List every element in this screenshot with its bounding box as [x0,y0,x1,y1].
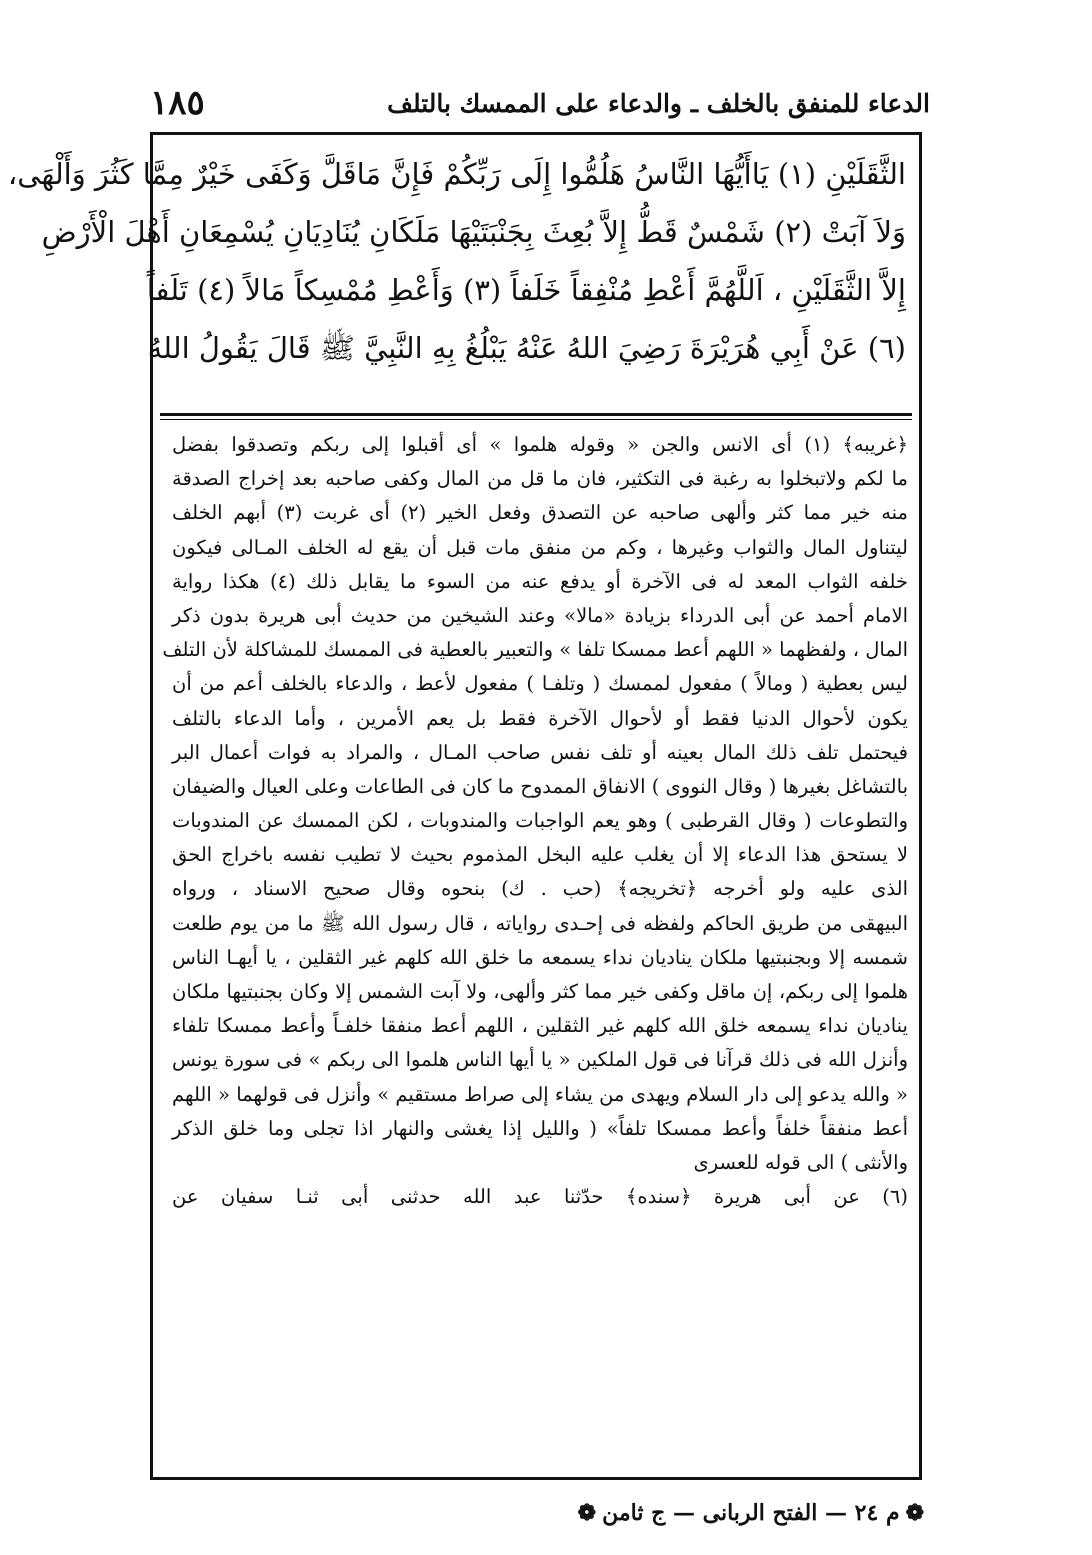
commentary-line: الامام أحمد عن أبى الدرداء بزيادة «مالا» وعند الشيخين من حديث أبى هريرة بدون ذكر [172,603,908,627]
section-divider [160,413,912,420]
commentary-line: ليس بعطية ( ومالاً ) مفعول لممسك ( وتلفـا ) مفعول لأعط ، والدعاء بالخلف أعم من أن [172,672,908,696]
chapter-title: الدعاء للمنفق بالخلف ـ والدعاء على الممسك بالتلف [387,88,930,118]
commentary-line: خلفه الثواب المعد له فى الآخرة أو يدفع عنه من السوء ما يقابل ذلك (٤) هكذا رواية [172,569,908,593]
commentary-line: (٦) عن أبى هريرة ﴿سنده﴾ حدّثنا عبد الله حدثنى أبى ثنـا سفيان عن [172,1185,908,1209]
commentary-line: لا يستحق هذا الدعاء إلا أن يغلب عليه البخل المذموم بحيث لا تطيب نفسه باخراج الحق [172,843,908,867]
hadith-line: الثَّقَلَيْنِ (١) يَاأَيُّهَا النَّاسُ هَلُمُّوا إِلَى رَبِّكُمْ فَإِنَّ مَاقَلَّ وَكَفَى خَيْرٌ مِمَّا كَثُرَ وَأَلْهَى، [7,157,906,191]
commentary-line: ما لكم ولاتبخلوا به رغبة فى التكثير، فان ما قل من المال وكفى صاحبه بعد إخراج الصدقة [172,467,908,491]
commentary-line: أعط منفقاً خلفاً وأعط ممسكا تلفاً» ( والليل إذا يغشى والنهار اذا تجلى وما خلق الذكر [172,1116,908,1140]
commentary-line: الذى عليه ولو أخرجه ﴿تخريجه﴾ (حب . ك) بنحوه وقال صحيح الاسناد ، ورواه [172,877,908,901]
hadith-text [7,145,906,377]
commentary-line: شمسه إلا وبجنبتيها ملكان يناديان نداء يسمعه ما خلق الله كلهم غير الثقلين ، يا أيهـا الناس [172,945,908,969]
commentary-line: يناديان نداء يسمعه خلق الله كلهم غير الثقلين ، اللهم أعط منفقا خلفـاً وأعط ممسكا تلفاء [172,1014,908,1038]
page-number: ١٨٥ [150,83,205,123]
hadith-line: (٦) عَنْ أَبِي هُرَيْرَةَ رَضِيَ اللهُ عَنْهُ يَبْلُغُ بِهِ النَّبِيَّ ﷺ قَالَ يَقُولُ اللهُ [147,331,906,365]
page-header [150,78,930,128]
commentary-line: ﴿غريبه﴾ (١) أى الانس والجن « وقوله هلموا » أى أقبلوا إلى ربكم وتصدقوا بفضل [172,433,908,456]
commentary-line: يكون لأحوال الدنيا فقط أو لأحوال الآخرة فقط بل يعم الأمرين ، وأما الدعاء بالتلف [172,706,908,730]
commentary-line: فيحتمل تلف ذلك المال بعينه أو تلف نفس صاحب المـال ، والمراد به فوات أعمال البر [172,740,908,764]
commentary-text [162,428,908,1214]
commentary-line: « والله يدعو إلى دار السلام ويهدى من يشاء إلى صراط مستقيم » وأنزل فى قولهما « اللهم [172,1082,908,1106]
ornament-icon: ❁ [905,1500,924,1526]
page-footer [570,1488,930,1538]
commentary-line: هلموا إلى ربكم، إن ماقل وكفى خير مما كثر وألهى، ولا آبت الشمس إلا وكان بجنبتيها ملكان [172,980,908,1003]
hadith-line: إِلاَّ الثَّقَلَيْنِ ، اَللَّهُمَّ أَعْطِ مُنْفِقاً خَلَفاً (٣) وَأَعْطِ مُمْسِكاً مَالاً (٤) تَلَفاً [146,273,906,307]
commentary-line: بالتشاغل بغيرها ( وقال النووى ) الانفاق الممدوح ما كان فى الطاعات وعلى العيال والضيفان [171,774,908,798]
commentary-line: والتطوعات ( وقال القرطبى ) وهو يعم الواجبات والمندوبات ، لكن الممسك عن المندوبات [172,809,908,833]
commentary-line: ليتناول المال والثواب وغيرها ، وكم من منفق مات قبل أن يقع له الخلف المـالى فيكون [172,535,908,559]
commentary-line: والأنثى ) الى قوله للعسرى [693,1150,908,1174]
hadith-line: وَلاَ آبَتْ (٢) شَمْسٌ قَطُّ إِلاَّ بُعِثَ بِجَنْبَتَيْهَا مَلَكَانِ يُنَادِيَانِ يُسْمِعَانِ أَهْلَ الْأَرْضِ [41,215,906,249]
commentary-line: البيهقى من طريق الحاكم ولفظه فى إحـدى رواياته ، قال رسول الله ﷺ ما من يوم طلعت [172,911,908,935]
commentary-line: المال ، ولفظهما « اللهم أعط ممسكا تلفا » والتعبير بالعطية فى الممسك للمشاكلة لأن التلف [162,638,908,662]
commentary-line: منه خير مما كثر وألهى صاحبه عن التصدق وفعل الخير (٢) أى غربت (٣) أبهم الخلف [172,501,908,525]
footer-signature: م ٢٤ — الفتح الربانى — ج ثامن [602,1500,900,1526]
ornament-icon: ❁ [577,1500,597,1526]
commentary-line: وأنزل الله فى ذلك قرآنا فى قول الملكين « يا أيها الناس هلموا الى ربكم » فى سورة يونس [172,1048,908,1072]
